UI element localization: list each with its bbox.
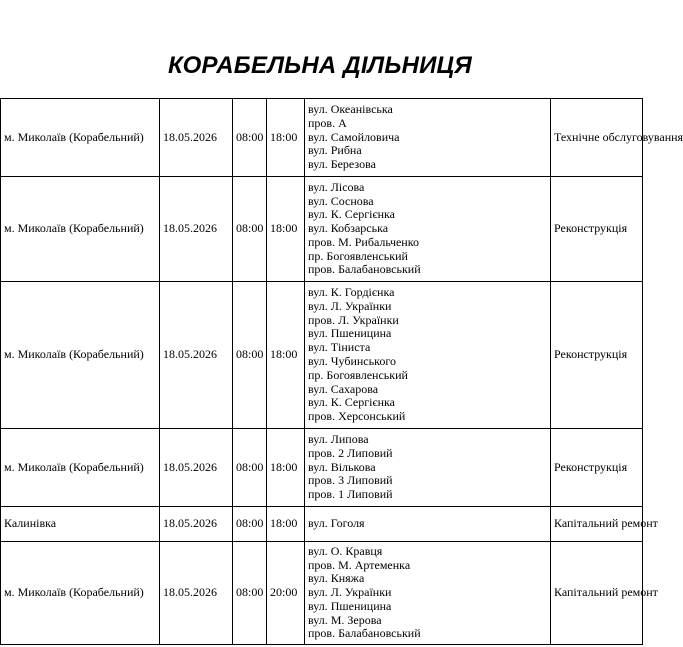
- start-time-cell: 08:00: [233, 429, 267, 507]
- street-item: вул. Липова: [308, 432, 369, 446]
- date-cell: 18.05.2026: [160, 282, 233, 429]
- street-item: пров. Балабановський: [308, 262, 421, 277]
- street-item: вул. Сахарова: [308, 381, 379, 396]
- streets-cell: [305, 542, 551, 645]
- date-cell: 18.05.2026: [160, 177, 233, 282]
- street-item: пров. М. Рибальченко: [308, 234, 419, 249]
- location-cell: м. Миколаїв (Корабельний): [1, 99, 160, 177]
- street-item: вул. Кобзарська: [308, 221, 389, 236]
- start-time-cell: 08:00: [233, 282, 267, 429]
- location-cell: Калинівка: [1, 507, 160, 542]
- work-type-cell: Технічне обслуговування: [551, 99, 643, 177]
- table-row: [1, 542, 643, 645]
- streets-cell: [305, 99, 551, 177]
- street-item: вул. К. Сергієнка: [308, 207, 395, 222]
- table-row: [1, 429, 643, 507]
- street-item: вул. Вількова: [308, 459, 376, 474]
- street-item: вул. Лісова: [308, 179, 365, 194]
- streets-cell: [305, 507, 551, 542]
- date-cell: 18.05.2026: [160, 99, 233, 177]
- start-time-cell: 08:00: [233, 99, 267, 177]
- end-time-cell: 18:00: [267, 99, 305, 177]
- work-type-cell: Реконструкція: [551, 429, 643, 507]
- street-item: вул. Тіниста: [308, 340, 371, 355]
- table-row: [1, 99, 643, 177]
- street-item: пров. М. Артеменка: [308, 557, 411, 572]
- start-time-cell: 08:00: [233, 177, 267, 282]
- location-cell: м. Миколаїв (Корабельний): [1, 177, 160, 282]
- street-item: вул. Океанівська: [308, 102, 393, 116]
- date-cell: 18.05.2026: [160, 542, 233, 645]
- table-row: [1, 177, 643, 282]
- start-time-cell: 08:00: [233, 542, 267, 645]
- street-item: вул. К. Гордієнка: [308, 285, 395, 300]
- street-item: вул. М. Зерова: [308, 612, 382, 627]
- end-time-cell: 18:00: [267, 282, 305, 429]
- outage-schedule-table: [0, 98, 683, 645]
- street-item: вул. Березова: [308, 157, 376, 172]
- street-item: пров. 2 Липовий: [308, 445, 393, 460]
- street-item: вул. К. Сергієнка: [308, 395, 395, 410]
- location-cell: м. Миколаїв (Корабельний): [1, 429, 160, 507]
- end-time-cell: 18:00: [267, 507, 305, 542]
- street-item: вул. Гоголя: [308, 516, 365, 531]
- page-title: КОРАБЕЛЬНА ДІЛЬНИЦЯ: [168, 52, 472, 79]
- streets-cell: [305, 282, 551, 429]
- work-type-cell: Реконструкція: [551, 177, 643, 282]
- street-item: вул. Л. Українки: [308, 585, 392, 600]
- street-item: пров. Балабановський: [308, 626, 421, 641]
- street-item: пров. Херсонський: [308, 409, 406, 424]
- work-type-cell: Реконструкція: [551, 282, 643, 429]
- streets-cell: [305, 429, 551, 507]
- start-time-cell: 08:00: [233, 507, 267, 542]
- street-item: вул. О. Кравця: [308, 543, 383, 558]
- street-item: вул. Княжа: [308, 571, 365, 586]
- work-type-cell: Капітальний ремонт: [551, 542, 643, 645]
- end-time-cell: 18:00: [267, 429, 305, 507]
- date-cell: 18.05.2026: [160, 507, 233, 542]
- street-item: пр. Богоявленський: [308, 248, 408, 263]
- date-cell: 18.05.2026: [160, 429, 233, 507]
- street-item: пров. А: [308, 115, 347, 130]
- streets-cell: [305, 177, 551, 282]
- street-item: пров. 3 Липовий: [308, 473, 393, 488]
- street-item: пр. Богоявленський: [308, 367, 408, 382]
- street-item: вул. Пшеницина: [308, 598, 392, 613]
- street-item: вул. Чубинського: [308, 354, 396, 368]
- street-item: вул. Л. Українки: [308, 298, 392, 313]
- street-item: вул. Самойловича: [308, 129, 400, 144]
- end-time-cell: 18:00: [267, 177, 305, 282]
- table-row: [1, 282, 643, 429]
- street-item: вул. Соснова: [308, 193, 374, 208]
- street-item: пров. Л. Українки: [308, 312, 399, 327]
- street-item: вул. Пшеницина: [308, 326, 392, 341]
- table-row: [1, 507, 643, 542]
- street-item: пров. 1 Липовий: [308, 487, 393, 502]
- location-cell: м. Миколаїв (Корабельний): [1, 282, 160, 429]
- location-cell: м. Миколаїв (Корабельний): [1, 542, 160, 645]
- end-time-cell: 20:00: [267, 542, 305, 645]
- street-item: вул. Рибна: [308, 143, 362, 158]
- work-type-cell: Капітальний ремонт: [551, 507, 643, 542]
